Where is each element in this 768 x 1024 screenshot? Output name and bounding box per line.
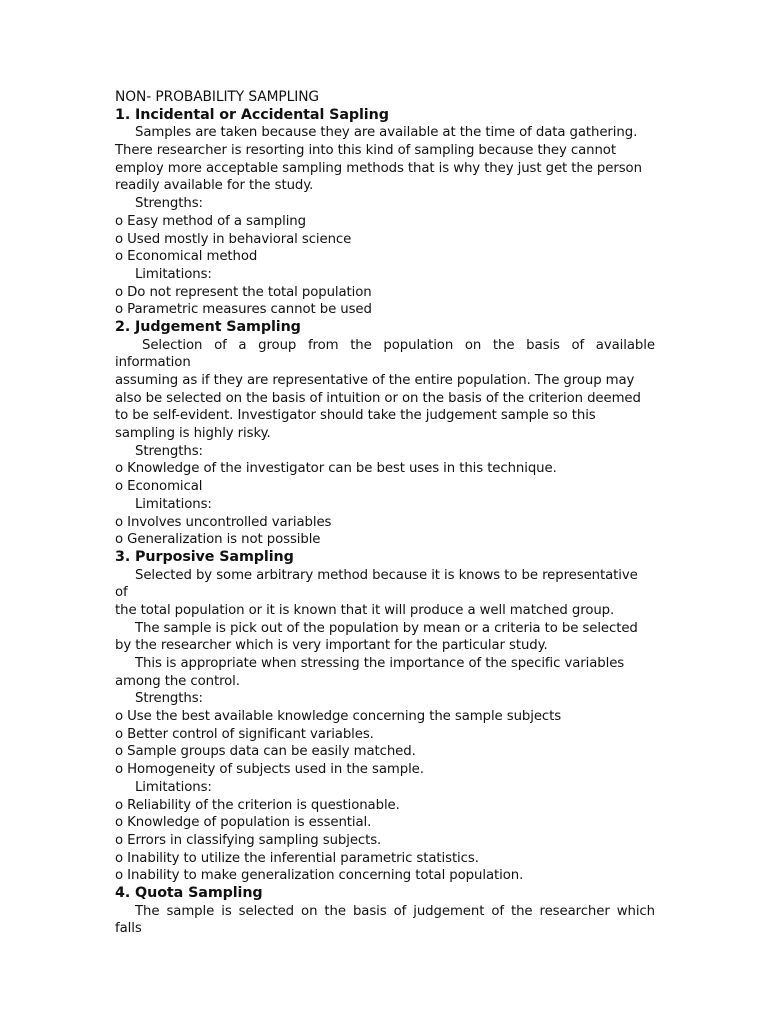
paragraph-line: falls [115,921,142,937]
word: basis [526,337,560,353]
word: of [571,337,585,353]
paragraph-line: also be selected on the basis of intuition or on the basis of the criterion deemed [115,390,641,406]
paragraph-line: the total population or it is known that it will produce a well matched group. [115,602,615,618]
word: a [238,337,247,353]
paragraph-line: among the control. [115,673,240,689]
section-heading-incidental: 1. Incidental or Accidental Sapling [115,106,389,123]
word: of [393,903,407,919]
strengths-label: Strengths: [135,196,203,212]
word: group [258,337,297,353]
document-title: NON- PROBABILITY SAMPLING [115,89,320,105]
document-page [115,89,655,938]
list-item: o Economical method [115,249,258,265]
section-heading-purposive: 3. Purposive Sampling [115,548,294,565]
paragraph-line: employ more acceptable sampling methods that is why they just get the person [115,160,642,176]
paragraph-line: This is appropriate when stressing the importance of the specific variables [135,656,625,671]
word: Selection [142,337,203,353]
word: of [491,903,504,919]
limitations-label: Limitations: [135,779,212,795]
list-item: o Use the best available knowledge concerning the sample subjects [115,709,562,725]
word: the [492,337,515,353]
list-item: o Economical [115,479,203,495]
justified-line [115,903,655,921]
limitations-label: Limitations: [135,266,212,282]
section-heading-quota: 4. Quota Sampling [115,884,263,901]
strengths-label: Strengths: [135,443,203,459]
paragraph-line: Selected by some arbitrary method because it is knows to be representative [135,567,638,583]
paragraph-line: The sample is pick out of the population by mean or a criteria to be selected [135,620,638,636]
paragraph-line: to be self-evident. Investigator should take the judgement sample so this [115,408,596,424]
list-item: o Better control of significant variables. [115,726,374,742]
list-item: o Knowledge of population is essential. [115,815,372,831]
list-item: o Inability to utilize the inferential parametric statistics. [115,850,479,866]
paragraph-line: There researcher is resorting into this kind of sampling because they cannot [115,143,616,159]
list-item: o Involves uncontrolled variables [115,514,332,530]
word: population [383,337,454,353]
word: the [324,903,346,919]
section-heading-judgement: 2. Judgement Sampling [115,318,301,335]
word: the [510,903,533,919]
word: on [301,903,318,919]
list-item: o Parametric measures cannot be used [115,302,372,318]
word: researcher [539,903,610,919]
word: sample [166,903,215,919]
word: available [595,337,655,353]
list-item: o Do not represent the total population [115,284,372,300]
list-item: o Homogeneity of subjects used in the sample. [115,762,424,778]
word: on [464,337,482,353]
paragraph-line: by the researcher which is very important for the particular study. [115,638,548,654]
list-item: o Generalization is not possible [115,532,321,548]
list-item: o Sample groups data can be easily matched. [115,744,416,760]
list-item: o Used mostly in behavioral science [115,231,352,247]
list-item: o Errors in classifying sampling subjects. [115,832,382,848]
paragraph-line: sampling is highly risky. [115,426,271,442]
word: of [214,337,227,353]
paragraph-line: information [115,355,191,371]
paragraph-line: readily available for the study. [115,178,314,194]
list-item: o Knowledge of the investigator can be best uses in this technique. [115,461,557,477]
word: The [135,903,160,919]
word: which [616,903,655,919]
justified-line [115,337,655,355]
word: judgement [413,903,485,919]
word: from [307,337,339,353]
list-item: o Inability to make generalization concerning total population. [115,868,524,884]
paragraph-line: assuming as if they are representative of the entire population. The group may [115,373,635,388]
list-item: o Easy method of a sampling [115,213,306,229]
paragraph-line: Samples are taken because they are available at the time of data gathering. [135,125,638,141]
strengths-label: Strengths: [135,691,203,707]
paragraph-line: of [115,585,128,601]
list-item: o Reliability of the criterion is questionable. [115,797,400,813]
limitations-label: Limitations: [135,496,212,512]
word: is [221,903,232,919]
word: basis [352,903,387,919]
word: the [350,337,372,353]
word: selected [238,903,295,919]
